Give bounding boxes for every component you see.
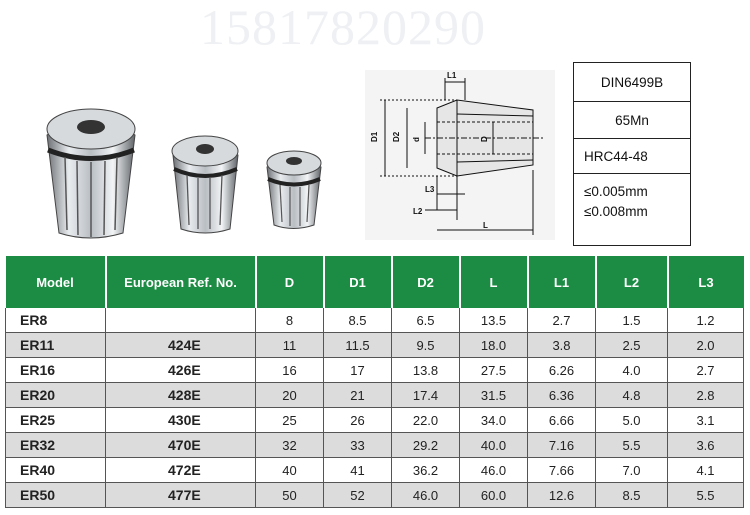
cell-d1: 11.5 bbox=[324, 333, 392, 358]
header-l2: L2 bbox=[596, 256, 668, 308]
cell-l2: 5.5 bbox=[596, 433, 668, 458]
cell-d2: 17.4 bbox=[392, 383, 460, 408]
cell-l2: 7.0 bbox=[596, 458, 668, 483]
cell-d1: 26 bbox=[324, 408, 392, 433]
phone-watermark: 15817820290 bbox=[200, 0, 486, 55]
cell-model: ER8 bbox=[6, 308, 106, 333]
cell-model: ER11 bbox=[6, 333, 106, 358]
cell-l3: 3.1 bbox=[668, 408, 744, 433]
cell-l1: 6.26 bbox=[528, 358, 596, 383]
header-l3: L3 bbox=[668, 256, 744, 308]
cell-l1: 6.66 bbox=[528, 408, 596, 433]
cell-d: 20 bbox=[256, 383, 324, 408]
collet-dimension-diagram bbox=[365, 70, 555, 240]
label-d-small: d bbox=[412, 137, 421, 142]
cell-model: ER40 bbox=[6, 458, 106, 483]
header-d1: D1 bbox=[324, 256, 392, 308]
cell-european-ref bbox=[106, 308, 256, 333]
label-d1: D1 bbox=[370, 131, 379, 142]
cell-european-ref: 477E bbox=[106, 483, 256, 508]
spec-tolerances bbox=[574, 174, 690, 222]
cell-european-ref: 470E bbox=[106, 433, 256, 458]
cell-model: ER20 bbox=[6, 383, 106, 408]
cell-l2: 2.5 bbox=[596, 333, 668, 358]
cell-d2: 9.5 bbox=[392, 333, 460, 358]
cell-l2: 4.0 bbox=[596, 358, 668, 383]
cell-l3: 2.0 bbox=[668, 333, 744, 358]
cell-l3: 5.5 bbox=[668, 483, 744, 508]
cell-d1: 33 bbox=[324, 433, 392, 458]
header-european-ref: European Ref. No. bbox=[106, 256, 256, 308]
table-row bbox=[6, 333, 744, 358]
cell-l3: 4.1 bbox=[668, 458, 744, 483]
cell-d2: 22.0 bbox=[392, 408, 460, 433]
cell-l1: 7.66 bbox=[528, 458, 596, 483]
cell-l2: 1.5 bbox=[596, 308, 668, 333]
header-model: Model bbox=[6, 256, 106, 308]
cell-d2: 29.2 bbox=[392, 433, 460, 458]
cell-european-ref: 428E bbox=[106, 383, 256, 408]
cell-l3: 2.8 bbox=[668, 383, 744, 408]
cell-l: 13.5 bbox=[460, 308, 528, 333]
collet-small bbox=[267, 151, 321, 229]
cell-l: 31.5 bbox=[460, 383, 528, 408]
cell-d: 40 bbox=[256, 458, 324, 483]
cell-d2: 46.0 bbox=[392, 483, 460, 508]
spec-box bbox=[573, 62, 691, 246]
header-l1: L1 bbox=[528, 256, 596, 308]
cell-model: ER32 bbox=[6, 433, 106, 458]
spec-material: 65Mn bbox=[574, 102, 690, 139]
table-row bbox=[6, 408, 744, 433]
table-row bbox=[6, 358, 744, 383]
cell-l: 40.0 bbox=[460, 433, 528, 458]
cell-l: 60.0 bbox=[460, 483, 528, 508]
table-header-row bbox=[6, 256, 744, 308]
cell-l2: 5.0 bbox=[596, 408, 668, 433]
cell-model: ER16 bbox=[6, 358, 106, 383]
label-l3: L3 bbox=[425, 185, 435, 194]
spec-hardness: HRC44-48 bbox=[574, 139, 690, 174]
cell-l: 46.0 bbox=[460, 458, 528, 483]
cell-d: 50 bbox=[256, 483, 324, 508]
table-row bbox=[6, 483, 744, 508]
cell-l3: 3.6 bbox=[668, 433, 744, 458]
cell-d: 32 bbox=[256, 433, 324, 458]
table-row bbox=[6, 458, 744, 483]
collet-product-photos bbox=[35, 95, 335, 245]
table-row bbox=[6, 308, 744, 333]
cell-d: 8 bbox=[256, 308, 324, 333]
cell-d1: 8.5 bbox=[324, 308, 392, 333]
collet-large bbox=[47, 109, 135, 238]
spec-tolerance-1: ≤0.005mm bbox=[584, 184, 648, 199]
cell-l: 27.5 bbox=[460, 358, 528, 383]
table-body bbox=[6, 308, 744, 508]
cell-d1: 52 bbox=[324, 483, 392, 508]
dimension-table bbox=[5, 256, 743, 508]
cell-l1: 3.8 bbox=[528, 333, 596, 358]
spec-tolerance-2: ≤0.008mm bbox=[584, 204, 648, 219]
collet-medium bbox=[172, 136, 238, 233]
cell-model: ER25 bbox=[6, 408, 106, 433]
cell-l2: 4.8 bbox=[596, 383, 668, 408]
header-l: L bbox=[460, 256, 528, 308]
cell-d: 11 bbox=[256, 333, 324, 358]
header-d2: D2 bbox=[392, 256, 460, 308]
cell-d1: 41 bbox=[324, 458, 392, 483]
cell-l2: 8.5 bbox=[596, 483, 668, 508]
cell-d: 16 bbox=[256, 358, 324, 383]
cell-european-ref: 424E bbox=[106, 333, 256, 358]
cell-l: 34.0 bbox=[460, 408, 528, 433]
label-d-big: D bbox=[480, 136, 489, 142]
cell-l: 18.0 bbox=[460, 333, 528, 358]
cell-european-ref: 430E bbox=[106, 408, 256, 433]
cell-model: ER50 bbox=[6, 483, 106, 508]
cell-d2: 13.8 bbox=[392, 358, 460, 383]
cell-l3: 1.2 bbox=[668, 308, 744, 333]
cell-d1: 21 bbox=[324, 383, 392, 408]
label-l1: L1 bbox=[447, 71, 457, 80]
cell-l1: 12.6 bbox=[528, 483, 596, 508]
cell-l1: 2.7 bbox=[528, 308, 596, 333]
cell-d2: 36.2 bbox=[392, 458, 460, 483]
cell-l1: 6.36 bbox=[528, 383, 596, 408]
spec-standard: DIN6499B bbox=[574, 63, 690, 102]
cell-european-ref: 426E bbox=[106, 358, 256, 383]
header-d: D bbox=[256, 256, 324, 308]
label-l2: L2 bbox=[413, 207, 423, 216]
label-l: L bbox=[483, 221, 488, 230]
cell-l1: 7.16 bbox=[528, 433, 596, 458]
table-row bbox=[6, 433, 744, 458]
cell-l3: 2.7 bbox=[668, 358, 744, 383]
label-d2: D2 bbox=[392, 131, 401, 142]
cell-d: 25 bbox=[256, 408, 324, 433]
cell-european-ref: 472E bbox=[106, 458, 256, 483]
table-row bbox=[6, 383, 744, 408]
cell-d1: 17 bbox=[324, 358, 392, 383]
cell-d2: 6.5 bbox=[392, 308, 460, 333]
